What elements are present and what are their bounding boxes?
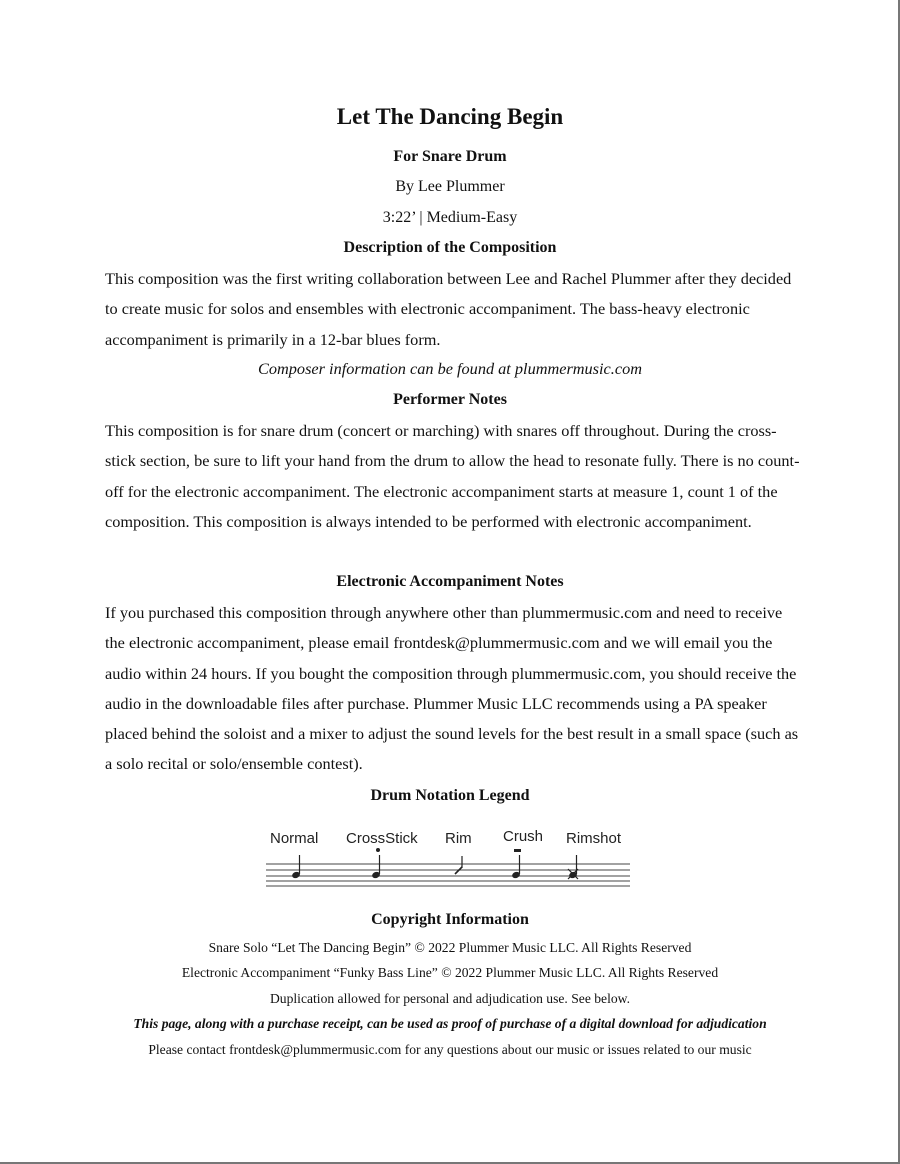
copyright-heading: Copyright Information — [371, 911, 529, 928]
legend-label-rimshot: Rimshot — [566, 830, 622, 847]
page-title: Let The Dancing Begin — [336, 104, 564, 129]
composer-info-line: Composer information can be found at plummermusic.com — [258, 359, 642, 378]
legend-label-crossstick: CrossStick — [346, 830, 418, 847]
copyright-line-accompaniment: Electronic Accompaniment “Funky Bass Line” © 2022 Plummer Music LLC. All Rights Reserved — [181, 965, 719, 980]
contact-line: Please contact frontdesk@plummermusic.com for any questions about our music or issues related to our music — [148, 1042, 752, 1057]
description-body: This composition was the first writing collaboration between Lee and Rachel Plummer after they decided to create music for solos and ensembles with electronic accompaniment. The bass-heavy electronic accompaniment is primarily in a 12-bar blues form. — [105, 269, 792, 349]
performer-notes-heading: Performer Notes — [393, 391, 507, 408]
legend-label-rim: Rim — [445, 830, 472, 847]
drum-notation-legend — [262, 822, 634, 892]
description-heading: Description of the Composition — [343, 239, 557, 256]
note-rimshot-icon — [568, 855, 578, 879]
copyright-line-snare: Snare Solo “Let The Dancing Begin” © 2022 Plummer Music LLC. All Rights Reserved — [208, 940, 692, 955]
legend-label-crush: Crush — [503, 828, 544, 845]
legend-heading: Drum Notation Legend — [370, 787, 530, 804]
accompaniment-notes-body: If you purchased this composition through anywhere other than plummermusic.com and need to receive the electronic accompaniment, please email frontdesk@plummermusic.com and we will email you the audio within 24 hours. If you bought the composition through plummermusic.com, you should receive the audio in the downloadable files after purchase. Plummer Music LLC recommends using a PA speaker placed behind the soloist and a mixer to adjust the sound levels for the best result in a small space (such as a solo recital or solo/ensemble contest). — [105, 603, 799, 774]
duplication-note: Duplication allowed for personal and adjudication use. See below. — [269, 991, 630, 1006]
performer-notes-body: This composition is for snare drum (concert or marching) with snares off throughout. During the cross-stick section, be sure to lift your hand from the drum to allow the head to resonate fully. There is no count-off for the electronic accompaniment. The electronic accompaniment starts at measure 1, count 1 of the composition. This composition is always intended to be performed with electronic accompaniment. — [105, 421, 800, 531]
note-normal-icon — [291, 855, 301, 879]
note-rim-icon — [455, 856, 462, 874]
instrument-subtitle: For Snare Drum — [393, 148, 507, 165]
proof-of-purchase-note: This page, along with a purchase receipt, can be used as proof of purchase of a digital download for adjudication — [133, 1016, 767, 1031]
duration-difficulty: 3:22’ | Medium-Easy — [382, 209, 518, 226]
composer-line: By Lee Plummer — [395, 178, 505, 195]
accompaniment-notes-heading: Electronic Accompaniment Notes — [336, 573, 564, 590]
legend-label-normal: Normal — [270, 830, 319, 847]
